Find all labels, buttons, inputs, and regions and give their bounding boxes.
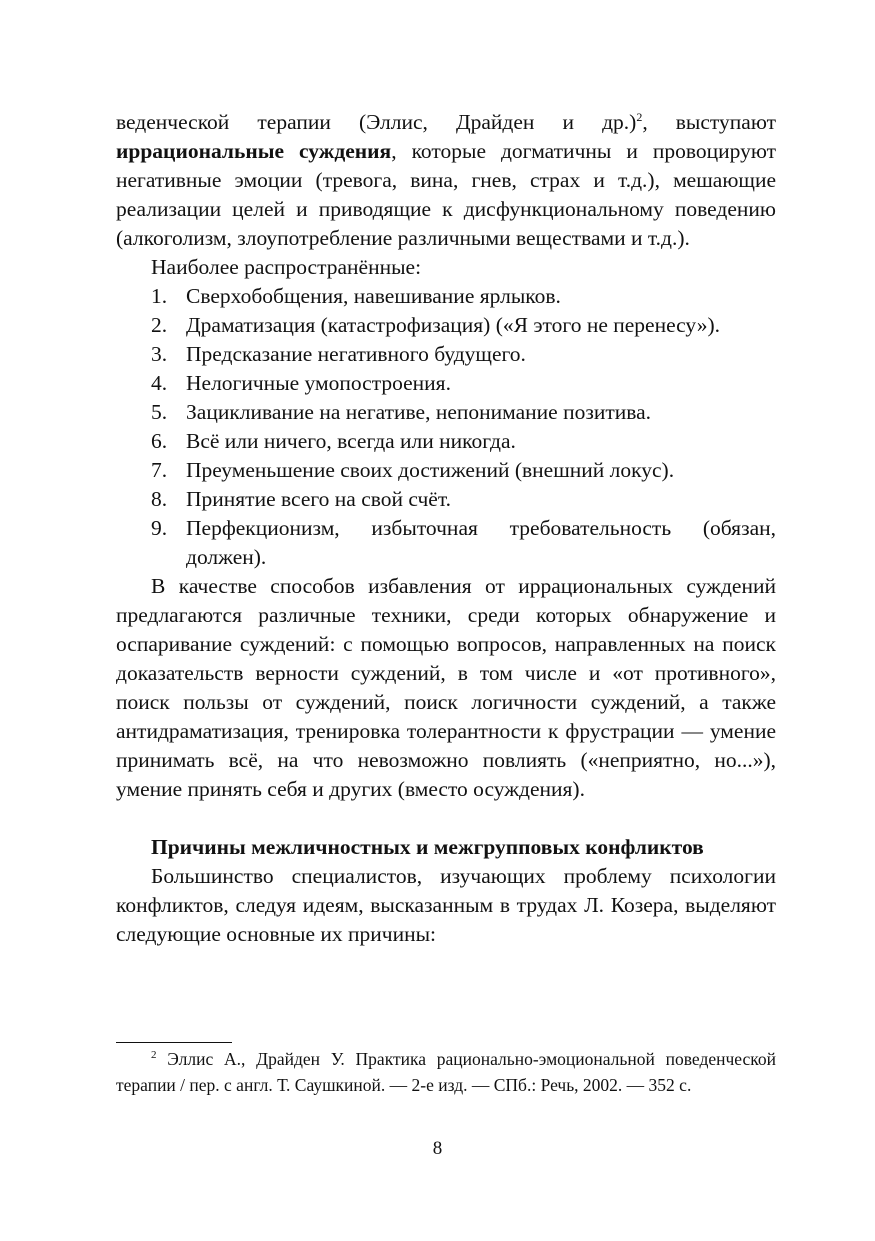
- list-item: [116, 340, 776, 369]
- footnote-reference[interactable]: 2: [636, 110, 643, 124]
- list-item: [116, 514, 776, 572]
- paragraph-irrational-beliefs: [116, 108, 776, 253]
- list-item-text: Преуменьшение своих достижений (внешний локус).: [186, 458, 675, 482]
- list-number: 6.: [151, 429, 168, 453]
- list-item-text: Перфекционизм, избыточная требовательность (обязан, должен).: [186, 516, 776, 569]
- bold-term: иррациональные суждения: [116, 139, 392, 163]
- list-item-text: Всё или ничего, всегда или никогда.: [186, 429, 516, 453]
- list-item: [116, 485, 776, 514]
- paragraph-text: веденческой терапии (Эллис, Драйден и др.): [116, 110, 637, 134]
- paragraph-text: , которые догматичны и провоцируют негативные эмоции (тревога, вина, гнев, страх и т.д.), мешающие реализации целей и приводящие к дисфункциональному поведению (алкоголизм, злоупотребление различными веществами и т.д.).: [116, 139, 776, 250]
- list-item: [116, 369, 776, 398]
- paragraph-conflict-causes: Большинство специалистов, изучающих проблему психологии конфликтов, следуя идеям, высказанным в трудах Л. Козера, выделяют следующие основные их причины:: [116, 864, 776, 946]
- list-item: [116, 456, 776, 485]
- list-item: [116, 311, 776, 340]
- list-item-text: Драматизация (катастрофизация) («Я этого не перенесу»).: [186, 313, 720, 337]
- list-item: [116, 282, 776, 311]
- footnote-text: Эллис А., Драйден У. Практика рационально-эмоциональной поведенческой терапии / пер. с англ. Т. Саушкиной. — 2-е изд. — СПб.: Речь, 2002. — 352 с.: [116, 1049, 776, 1095]
- list-number: 4.: [151, 371, 168, 395]
- numbered-list: [116, 282, 776, 572]
- list-item-text: Нелогичные умопостроения.: [186, 371, 451, 395]
- footnote-divider: [116, 1042, 232, 1043]
- page-number: 8: [432, 1138, 443, 1159]
- footnote-mark: 2: [151, 1049, 157, 1061]
- list-item-text: Принятие всего на свой счёт.: [186, 487, 452, 511]
- footnote: [116, 1046, 776, 1098]
- page-body: [116, 108, 776, 949]
- paragraph-techniques: В качестве способов избавления от иррациональных суждений предлагаются различные техники, среди которых обнаружение и оспаривание суждений: с помощью вопросов, направленных на поиск доказательств верности суждений, в том числе и «от противного», поиск пользы от суждений, поиск логичности суждений, а также антидраматизация, тренировка толерантности к фрустрации — умение принимать всё, на что невозможно повлиять («неприятно, но...»), умение принять себя и других (вместо осуждения).: [116, 574, 776, 801]
- list-number: 7.: [151, 458, 168, 482]
- list-number: 2.: [151, 313, 168, 337]
- list-item: [116, 427, 776, 456]
- paragraph-text: , выступают: [642, 110, 776, 134]
- list-number: 3.: [151, 342, 168, 366]
- list-number: 9.: [151, 516, 168, 540]
- list-item-text: Предсказание негативного будущего.: [186, 342, 526, 366]
- list-number: 8.: [151, 487, 168, 511]
- list-number: 5.: [151, 400, 168, 424]
- section-heading: Причины межличностных и межгрупповых конфликтов: [151, 835, 704, 859]
- list-item-text: Зацикливание на негативе, непонимание позитива.: [186, 400, 652, 424]
- list-item: [116, 398, 776, 427]
- list-intro: Наиболее распространённые:: [151, 255, 422, 279]
- list-number: 1.: [151, 284, 168, 308]
- list-item-text: Сверхобобщения, навешивание ярлыков.: [186, 284, 561, 308]
